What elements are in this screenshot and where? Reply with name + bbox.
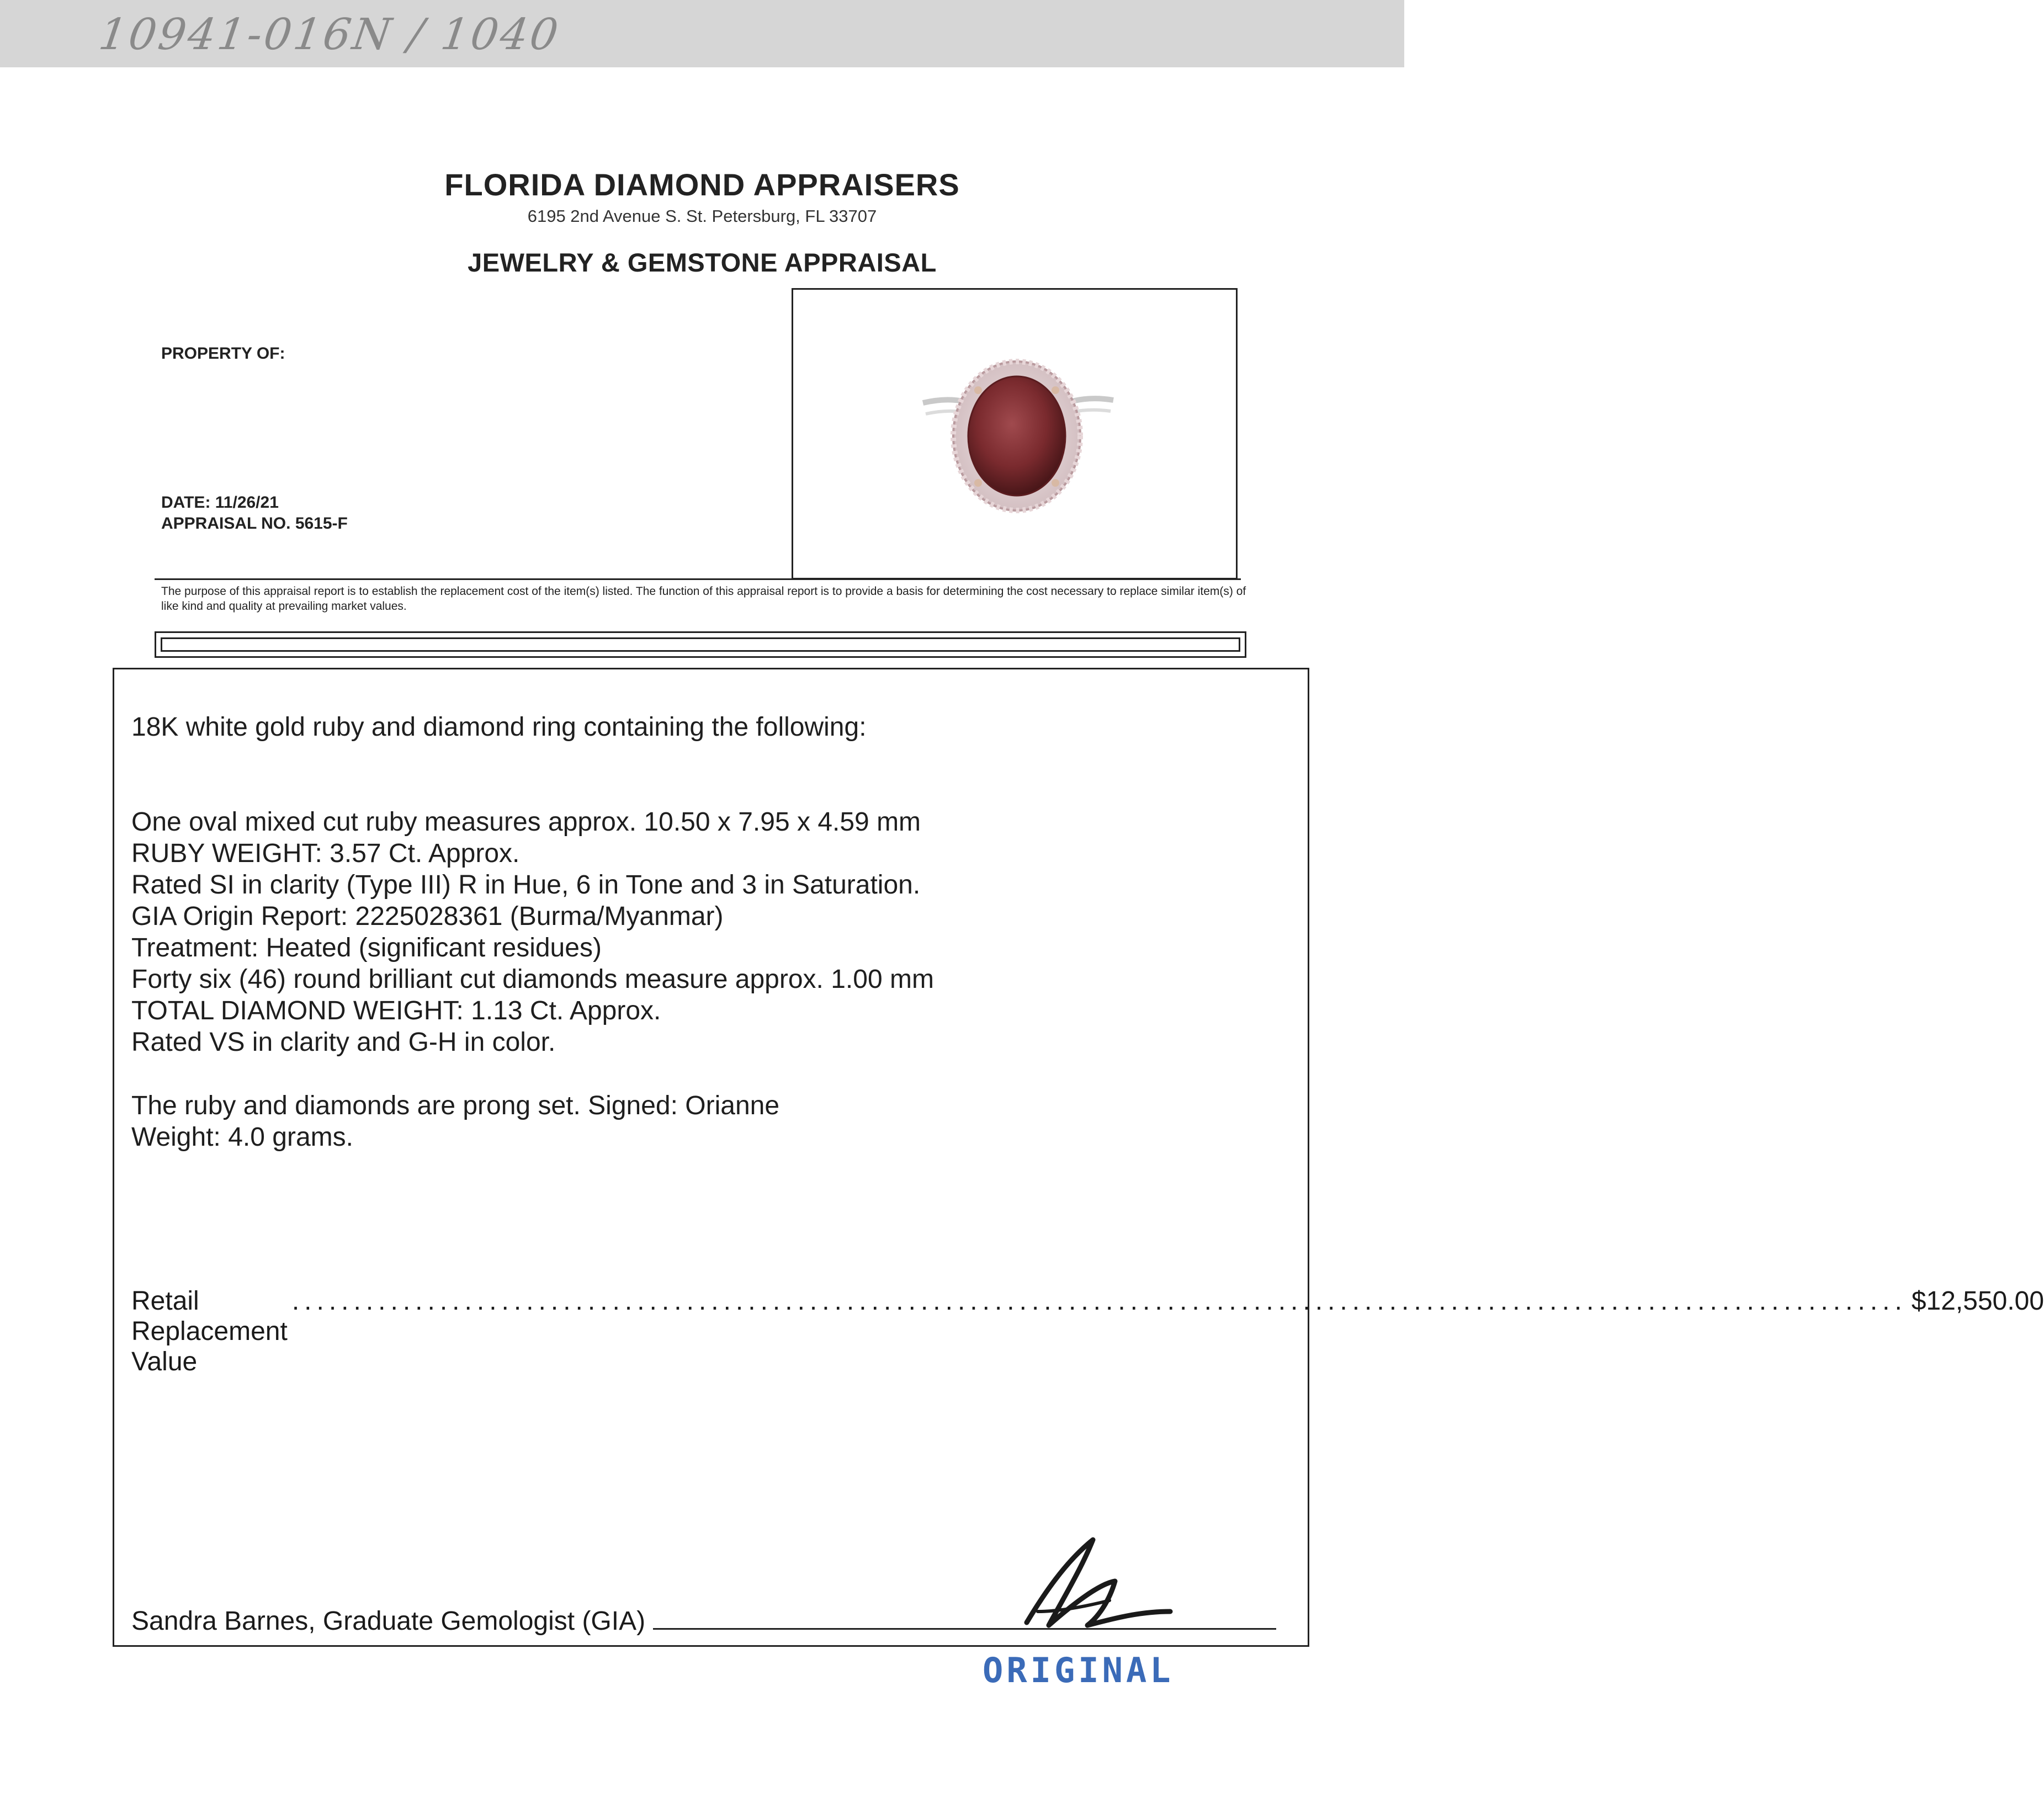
item-intro: 18K white gold ruby and diamond ring containing the following: bbox=[131, 712, 867, 742]
item-photo-frame bbox=[792, 288, 1238, 579]
retail-value-label: Retail Replacement Value bbox=[131, 1286, 288, 1376]
date-line: DATE: 11/26/21 bbox=[161, 493, 279, 512]
dot-leader: ................................................................................................................................... bbox=[291, 1286, 1907, 1316]
appraiser-signature-row bbox=[131, 1606, 1276, 1636]
appraiser-name: Sandra Barnes, Graduate Gemologist (GIA) bbox=[131, 1607, 646, 1636]
property-of-label: PROPERTY OF: bbox=[161, 344, 285, 363]
header-rule bbox=[155, 578, 1241, 580]
retail-value-amount: $12,550.00 bbox=[1911, 1286, 2044, 1316]
detail-line: Forty six (46) round brilliant cut diamonds measure approx. 1.00 mm bbox=[131, 965, 934, 994]
handwritten-note: 10941-016N / 1040 bbox=[95, 10, 564, 60]
weight-line: Weight: 4.0 grams. bbox=[131, 1123, 353, 1152]
company-name: FLORIDA DIAMOND APPRAISERS bbox=[444, 167, 960, 202]
purpose-statement: The purpose of this appraisal report is to establish the replacement cost of the item(s) listed. The function of this appraisal report is to provide a basis for determining the cost necessary to replace similar item(s) of like kind and quality at prevailing market values. bbox=[161, 585, 1246, 613]
detail-line: TOTAL DIAMOND WEIGHT: 1.13 Ct. Approx. bbox=[131, 996, 661, 1025]
detail-line: Rated VS in clarity and G-H in color. bbox=[131, 1028, 556, 1057]
setting-line: The ruby and diamonds are prong set. Signed: Orianne bbox=[131, 1091, 780, 1120]
detail-line: GIA Origin Report: 2225028361 (Burma/Myanmar) bbox=[131, 902, 724, 931]
ring-photo bbox=[793, 290, 1236, 578]
appraisal-number: APPRAISAL NO. 5615-F bbox=[161, 514, 348, 533]
company-address: 6195 2nd Avenue S. St. Petersburg, FL 33707 bbox=[527, 206, 877, 226]
retail-value-row bbox=[131, 1286, 2044, 1377]
document-title: JEWELRY & GEMSTONE APPRAISAL bbox=[468, 248, 937, 277]
detail-line: Rated SI in clarity (Type III) R in Hue, 6 in Tone and 3 in Saturation. bbox=[131, 870, 921, 900]
detail-line: RUBY WEIGHT: 3.57 Ct. Approx. bbox=[131, 839, 520, 868]
detail-line: Treatment: Heated (significant residues) bbox=[131, 933, 602, 962]
double-rule-bar bbox=[155, 631, 1246, 658]
original-stamp: ORIGINAL bbox=[983, 1650, 1174, 1690]
signature-line bbox=[653, 1606, 1276, 1630]
detail-line: One oval mixed cut ruby measures approx. 10.50 x 7.95 x 4.59 mm bbox=[131, 807, 921, 837]
